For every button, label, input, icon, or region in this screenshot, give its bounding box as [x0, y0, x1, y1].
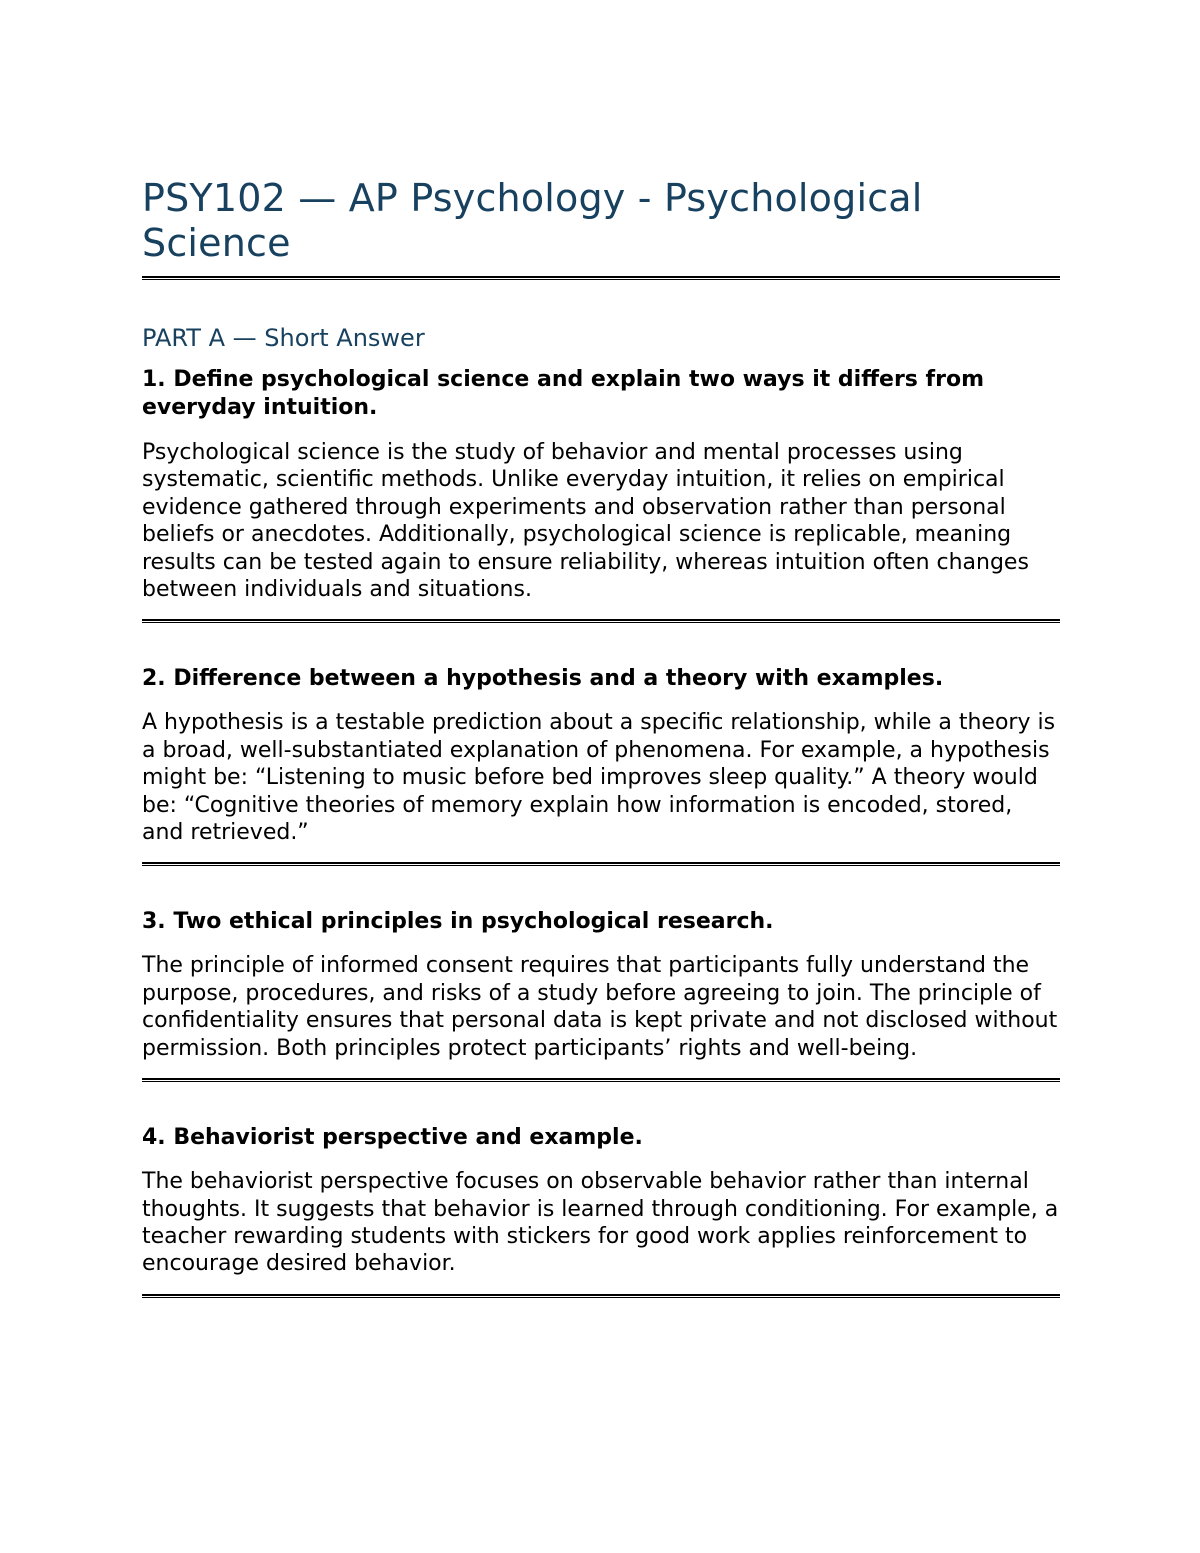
document-page — [142, 176, 1060, 1298]
question-divider — [142, 1078, 1060, 1082]
question-1: 1. Define psychological science and explain two ways it differs from everyday intuition. — [142, 367, 985, 420]
answer-2: A hypothesis is a testable prediction about a specific relationship, while a theory is a broad, well-substantiated explanation of phenomena. For example, a hypothesis might be: “Listening to music before bed improves sleep quality.” A theory would be: “Cognitive theories of memory explain how information is encoded, stored, and retrieved.” — [142, 710, 1056, 846]
question-2: 2. Difference between a hypothesis and a theory with examples. — [142, 666, 944, 692]
question-divider — [142, 1294, 1060, 1298]
question-divider — [142, 862, 1060, 866]
question-divider — [142, 619, 1060, 623]
document-title: PSY102 — AP Psychology - Psychological Science — [142, 176, 923, 265]
question-4: 4. Behaviorist perspective and example. — [142, 1125, 643, 1151]
answer-1: Psychological science is the study of behavior and mental processes using systematic, scientific methods. Unlike everyday intuition, it relies on empirical evidence gathered through experiments and observation rather than personal beliefs or anecdotes. Additionally, psychological science is replicable, meaning results can be tested again to ensure reliability, whereas intuition often changes between individuals and situations. — [142, 440, 1029, 603]
answer-3: The principle of informed consent requires that participants fully understand the purpose, procedures, and risks of a study before agreeing to join. The principle of confidentiality ensures that personal data is kept private and not disclosed without permission. Both principles protect participants’ rights and well-being. — [142, 953, 1058, 1061]
answer-4: The behaviorist perspective focuses on observable behavior rather than internal thoughts. It suggests that behavior is learned through conditioning. For example, a teacher rewarding students with stickers for good work applies reinforcement to encourage desired behavior. — [142, 1169, 1059, 1277]
title-divider — [142, 276, 1060, 280]
question-3: 3. Two ethical principles in psychological research. — [142, 909, 774, 935]
section-heading: PART A — Short Answer — [142, 324, 425, 352]
